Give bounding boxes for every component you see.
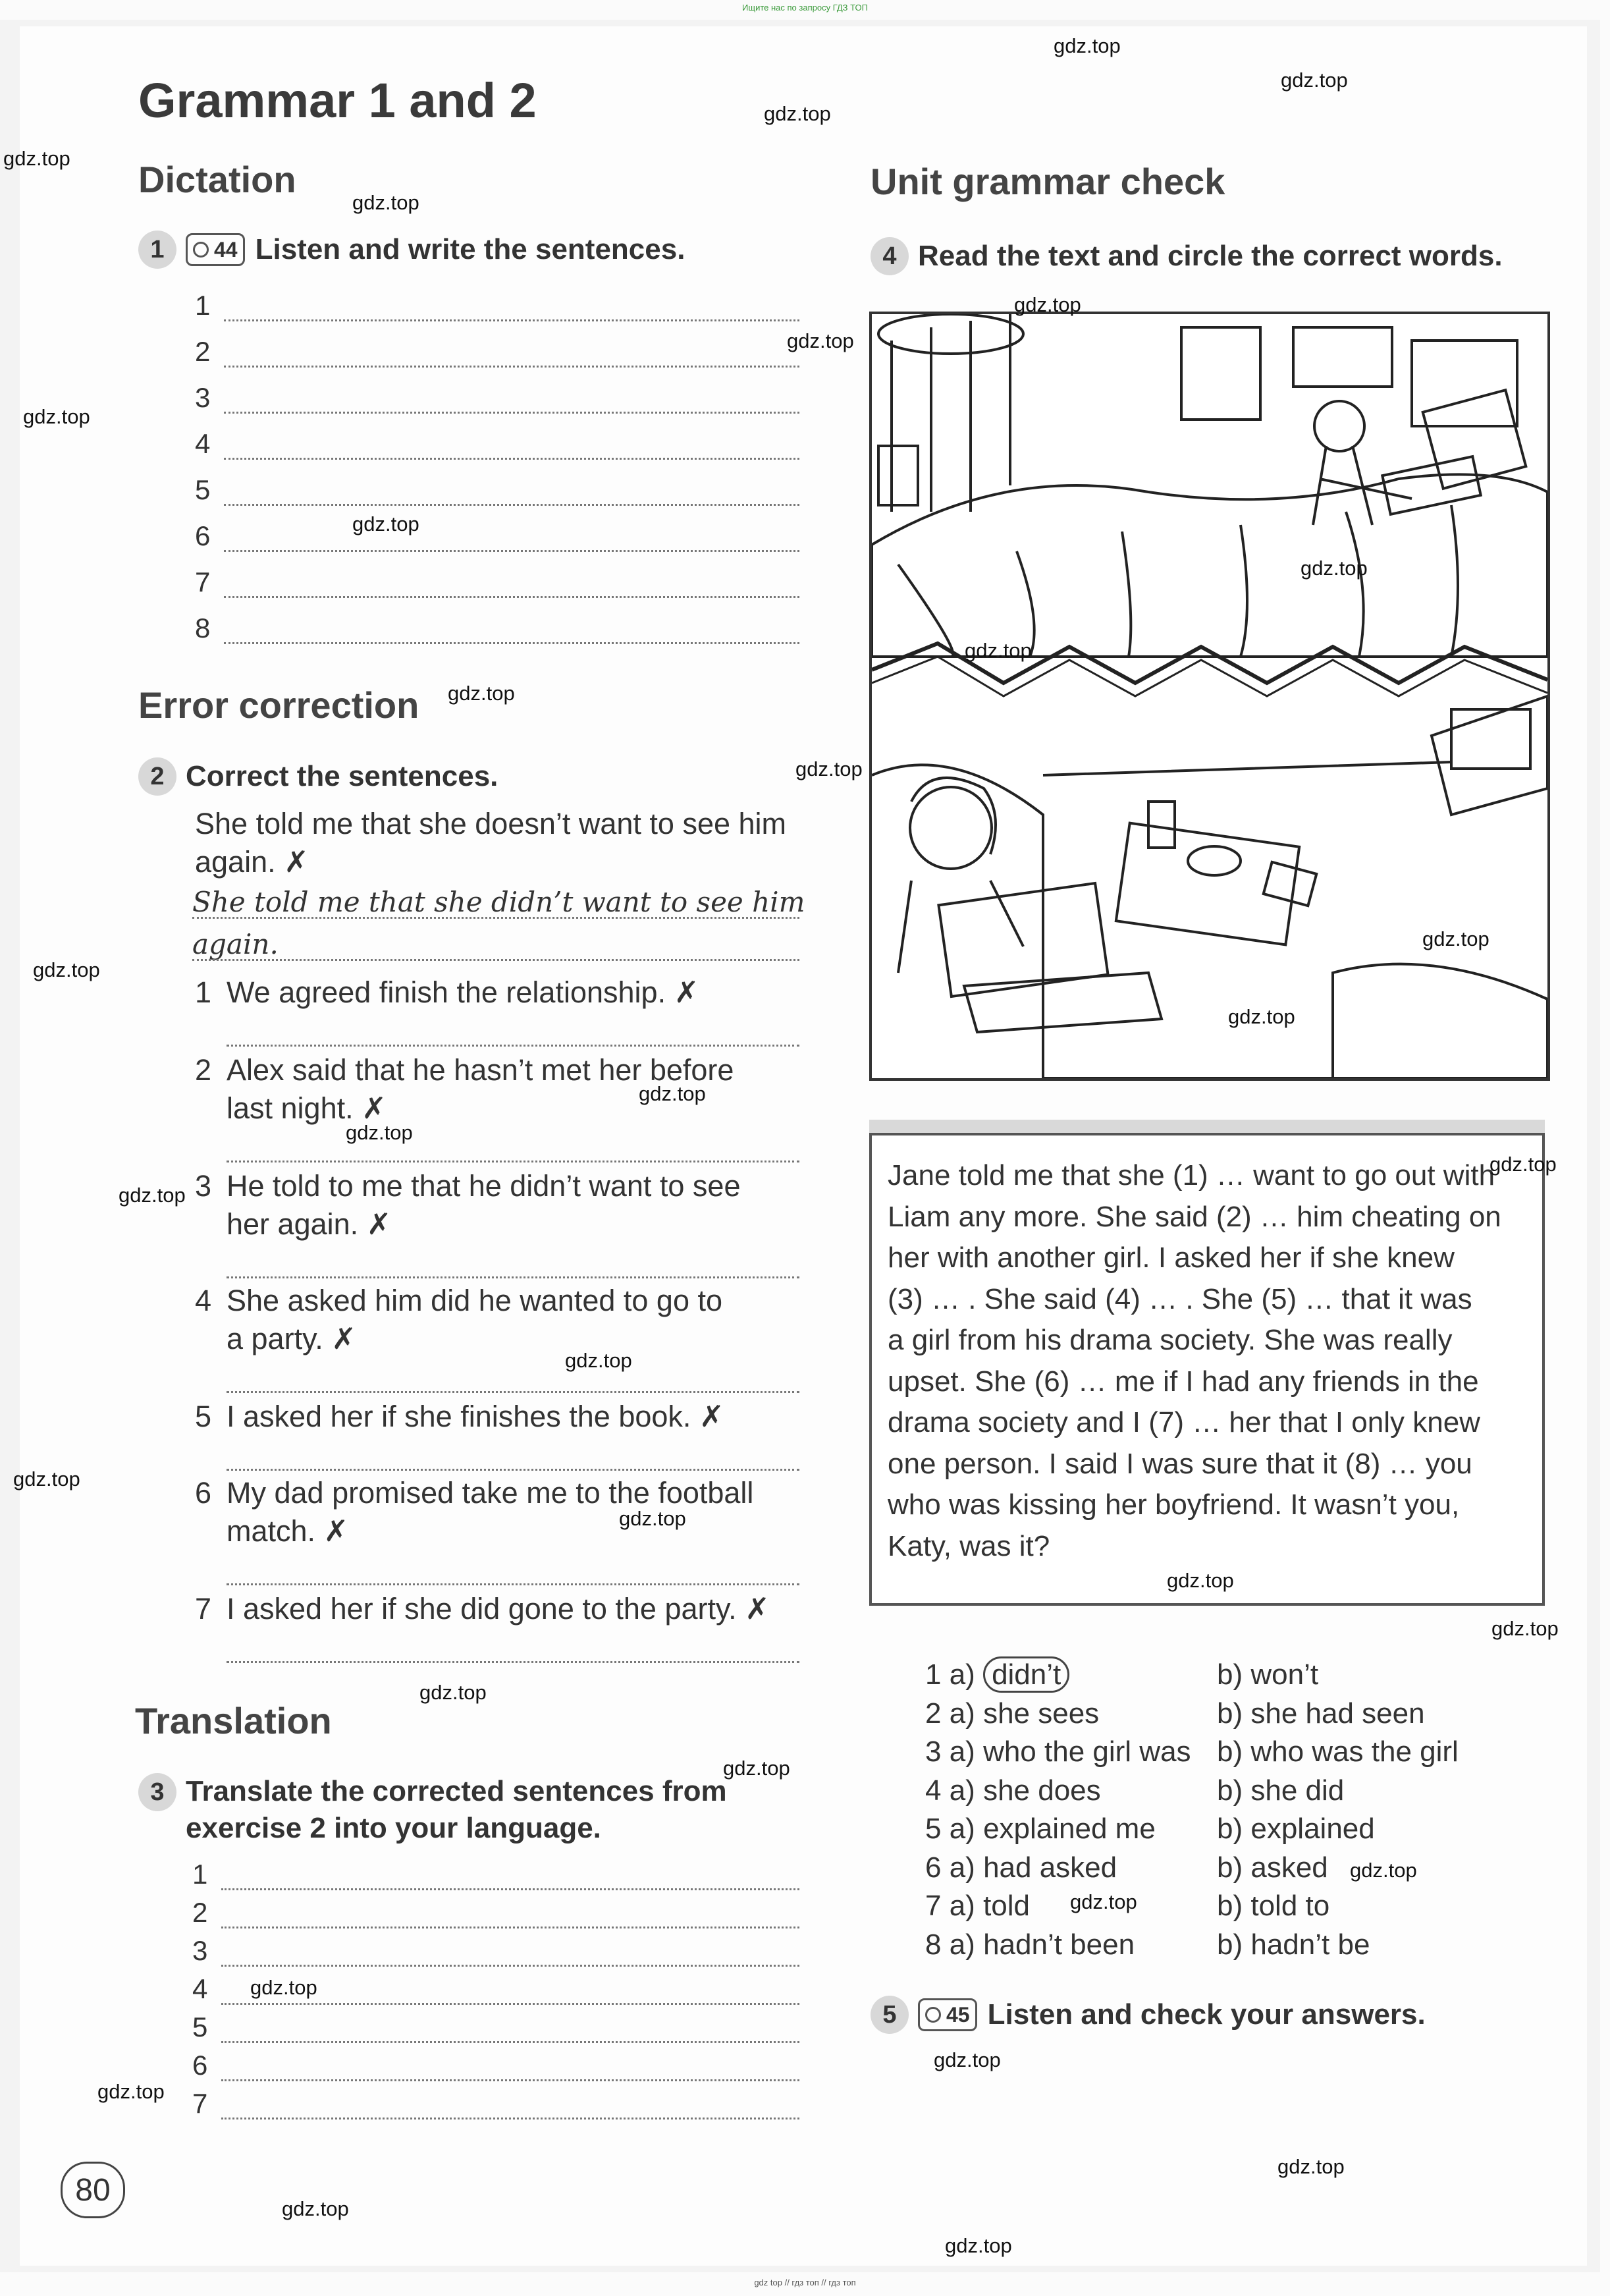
dictation-answer-line[interactable] [195,382,799,414]
watermark-text: gdz.top [1301,557,1368,580]
line-number: 5 [195,474,211,505]
option-a[interactable] [925,1813,1156,1845]
answer-dots[interactable] [224,392,799,414]
option-a[interactable] [925,1890,1030,1923]
option-letter: b) [1217,1890,1251,1922]
option-b[interactable] [1217,1890,1329,1923]
option-text: she did [1250,1774,1345,1807]
dictation-answer-line[interactable] [195,566,799,598]
story-line: Jane told me that she (1) … want to go out with [888,1159,1495,1191]
story-line: (3) … . She said (4) … . She (5) … that it was [888,1282,1472,1315]
line-number: 1 [192,1859,208,1890]
story-line: drama society and I (7) … her that I only knew [888,1406,1480,1438]
top-banner[interactable]: Ищите нас по запросу ГДЗ ТОП [742,3,868,13]
translation-answer-line[interactable] [192,1935,799,1967]
answer-line[interactable] [227,1661,799,1663]
option-text: she sees [983,1697,1100,1730]
dictation-answer-line[interactable] [195,428,799,460]
option-text: had asked [983,1851,1117,1884]
dictation-answer-line[interactable] [195,520,799,552]
option-b[interactable] [1217,1774,1344,1807]
sentence-line-1 [195,1398,724,1436]
option-letter: a) [941,1774,984,1807]
exercise-number: 1 [138,231,176,269]
sentence-line-1 [195,973,699,1012]
option-number: 1 [925,1658,942,1691]
watermark-text: gdz.top [965,639,1032,662]
option-a[interactable] [925,1697,1099,1730]
watermark-text: gdz.top [13,1467,80,1490]
option-text: she had seen [1250,1697,1425,1730]
sentence-line-2: match. ✗ [227,1514,349,1548]
option-text: asked [1250,1851,1328,1884]
item-number: 6 [195,1476,212,1510]
exercise-number: 2 [138,757,176,796]
error-sentence [195,1167,740,1244]
option-letter: b) [1217,1813,1251,1845]
dictation-answer-line[interactable] [195,613,799,644]
option-a[interactable] [925,1774,1101,1807]
option-b[interactable] [1217,1697,1425,1730]
story-line: one person. I said I was sure that it (8) … you [888,1447,1472,1480]
answer-line[interactable] [227,1583,799,1585]
option-text: explained [1250,1813,1375,1845]
watermark-text: gdz.top [352,191,419,214]
line-number: 6 [192,2050,208,2081]
translation-answer-line[interactable] [192,1897,799,1928]
dictation-answer-line[interactable] [195,290,799,321]
answer-dots[interactable] [224,484,799,506]
option-letter: a) [941,1813,984,1845]
answer-dots[interactable] [221,1869,799,1890]
answer-dots[interactable] [224,530,799,552]
line-number: 7 [195,566,211,597]
error-sentence [195,973,699,1012]
watermark-text: gdz.top [1281,68,1348,92]
watermark-text: gdz.top [787,329,854,352]
story-line: a girl from his drama society. She was really [888,1324,1453,1356]
option-number: 3 [925,1736,942,1768]
sentence-text: Alex said that he hasn’t met her before [227,1053,734,1087]
item-number: 5 [195,1400,212,1433]
watermark-text: gdz.top [565,1349,632,1372]
option-text: who was the girl [1250,1736,1459,1768]
story-line: upset. She (6) … me if I had any friends in the [888,1365,1479,1398]
dictation-heading: Dictation [138,159,296,200]
unit-check-heading: Unit grammar check [871,161,1225,202]
option-letter: a) [941,1890,984,1922]
dictation-answer-line[interactable] [195,474,799,506]
watermark-text: gdz.top [33,958,100,981]
option-letter: b) [1217,1774,1251,1807]
sentence-text: He told to me that he didn’t want to see [227,1169,741,1203]
instruction-text [186,1773,727,1847]
answer-line[interactable] [227,1469,799,1471]
line-number: 4 [195,428,211,459]
watermark-text: gdz.top [282,2197,349,2220]
answer-line-2: again. [192,928,279,960]
option-b[interactable] [1217,1736,1459,1768]
watermark-text: gdz.top [945,2234,1012,2257]
illustration [869,312,1550,1081]
answer-line[interactable] [227,1391,799,1393]
option-text: hadn’t been [983,1928,1135,1961]
option-letter: b) [1217,1851,1251,1884]
option-letter: a) [941,1736,984,1768]
watermark-text: gdz.top [639,1082,706,1105]
answer-line[interactable] [227,1045,799,1047]
option-number: 7 [925,1890,942,1922]
watermark-text: gdz.top [1350,1859,1417,1882]
track-number: 44 [214,237,238,261]
answer-dots[interactable] [224,300,799,321]
answer-line [192,959,799,961]
line-number: 7 [192,2088,208,2119]
item-number: 4 [195,1284,212,1317]
audio-track-badge[interactable] [186,233,245,266]
option-letter: b) [1217,1658,1251,1691]
option-b[interactable] [1217,1851,1328,1884]
option-number: 4 [925,1774,942,1807]
page-number: 80 [61,2162,125,2218]
answer-dots[interactable] [224,576,799,598]
item-number: 1 [195,975,212,1009]
page-title: Grammar 1 and 2 [138,73,537,128]
option-number: 8 [925,1928,942,1961]
option-text: hadn’t be [1250,1928,1370,1961]
story-line: who was kissing her boyfriend. It wasn’t you, [888,1489,1460,1521]
option-a[interactable] [925,1851,1117,1884]
option-number: 5 [925,1813,942,1845]
watermark-text: gdz.top [1277,2155,1345,2178]
watermark-text: gdz.top [3,147,70,170]
answer-dots[interactable] [221,2021,799,2043]
answer-dots[interactable] [224,438,799,460]
answer-dots[interactable] [224,346,799,368]
story-line: Liam any more. She said (2) … him cheating on [888,1200,1501,1233]
watermark-text: gdz.top [250,1976,317,1999]
answer-line[interactable] [227,1276,799,1278]
bedroom-illustration [872,314,1547,1078]
sentence-line-2: last night. ✗ [227,1091,387,1125]
instruction-text: Correct the sentences. [186,760,498,792]
cd-icon [925,2007,941,2023]
line-number: 6 [195,520,211,551]
sentence-text: My dad promised take me to the football [227,1476,754,1510]
watermark-text: gdz.top [97,2080,165,2103]
instruction-text: Read the text and circle the correct words. [918,240,1503,272]
circled-answer: didn’t [983,1656,1069,1693]
instruction-text: Listen and write the sentences. [255,233,685,265]
watermark-text: gdz.top [619,1507,686,1530]
option-b[interactable] [1217,1658,1318,1691]
error-sentence [195,1398,724,1436]
option-letter: a) [941,1851,984,1884]
watermark-text: gdz.top [419,1681,487,1704]
answer-dots[interactable] [221,2098,799,2119]
instruction-line-2: exercise 2 into your language. [186,1812,601,1844]
option-text: she does [983,1774,1101,1807]
audio-track-badge[interactable] [918,1998,977,2031]
watermark-text: gdz.top [934,2048,1001,2071]
story-line: her with another girl. I asked her if she knew [888,1242,1455,1274]
item-number: 7 [195,1592,212,1626]
translation-answer-line[interactable] [192,2011,799,2043]
error-correction-heading: Error correction [138,684,419,726]
listen-check-instruction [871,1996,1426,2034]
cd-icon [193,242,209,258]
instruction-text: Listen and check your answers. [987,1998,1426,2031]
sentence-text: We agreed finish the relationship. ✗ [227,975,699,1009]
bottom-banner[interactable]: gdz top // гдз топ // гдз топ [754,2278,856,2287]
sentence-line-2: her again. ✗ [227,1207,392,1241]
example-line-2: again. ✗ [195,845,309,879]
error-correction-instruction [138,757,498,796]
exercise-number: 3 [138,1773,176,1811]
sentence-line-2: a party. ✗ [227,1322,356,1355]
watermark-text: gdz.top [1054,34,1121,57]
watermark-text: gdz.top [346,1121,413,1144]
translation-instruction [138,1773,727,1847]
dictation-answer-line[interactable] [195,336,799,368]
option-text: told [983,1890,1031,1922]
watermark-text: gdz.top [1167,1569,1234,1592]
option-letter: b) [1217,1736,1251,1768]
dictation-instruction [138,231,685,269]
track-number: 45 [946,2002,970,2027]
option-text: won’t [1250,1658,1319,1691]
watermark-text: gdz.top [764,102,831,125]
watermark-text: gdz.top [23,405,90,428]
unit-check-instruction [871,237,1503,275]
option-letter: a) [941,1928,984,1961]
translation-answer-line[interactable] [192,2088,799,2119]
option-b[interactable] [1217,1928,1370,1961]
story-lines [888,1155,1526,1567]
answer-line [192,917,799,919]
exercise-number: 5 [871,1996,909,2034]
watermark-text: gdz.top [448,682,515,705]
option-a[interactable] [925,1658,1069,1691]
option-number: 2 [925,1697,942,1730]
watermark-text: gdz.top [1491,1617,1559,1640]
story-text-box [869,1133,1545,1606]
translation-heading: Translation [135,1700,332,1741]
sentence-text: I asked her if she did gone to the party. ✗ [227,1592,770,1626]
translation-answer-line[interactable] [192,1859,799,1890]
answer-line[interactable] [227,1161,799,1162]
option-letter: b) [1217,1928,1251,1961]
option-letter: a) [941,1697,984,1730]
watermark-text: gdz.top [119,1184,186,1207]
answer-line-1: She told me that she didn’t want to see him [192,886,805,918]
option-a[interactable] [925,1736,1191,1768]
watermark-text: gdz.top [795,757,863,780]
option-b[interactable] [1217,1813,1375,1845]
error-sentence [195,1282,722,1358]
sentence-line-1 [195,1167,740,1205]
watermark-text: gdz.top [1422,927,1489,950]
sentence-line-1 [195,1282,722,1320]
example-answer [192,881,805,966]
line-number: 1 [195,290,211,321]
option-text: told to [1250,1890,1330,1922]
answer-dots[interactable] [221,1945,799,1967]
answer-dots[interactable] [224,622,799,644]
example-sentence [195,805,786,881]
item-number: 2 [195,1053,212,1087]
watermark-text: gdz.top [723,1757,790,1780]
option-letter: b) [1217,1697,1251,1730]
watermark-text: gdz.top [1014,293,1081,316]
option-number: 6 [925,1851,942,1884]
watermark-text: gdz.top [1489,1153,1557,1176]
option-a[interactable] [925,1928,1135,1961]
line-number: 5 [192,2011,208,2042]
error-sentence [195,1590,770,1628]
watermark-text: gdz.top [352,512,419,535]
option-text: explained me [983,1813,1156,1845]
item-number: 3 [195,1169,212,1203]
sentence-text: I asked her if she finishes the book. ✗ [227,1400,724,1433]
answer-dots[interactable] [221,2060,799,2081]
line-number: 2 [192,1897,208,1928]
watermark-text: gdz.top [1070,1890,1137,1913]
line-number: 3 [192,1935,208,1966]
answer-dots[interactable] [221,1907,799,1928]
line-number: 4 [192,1973,208,2004]
story-line: Katy, was it? [888,1529,1050,1562]
line-number: 3 [195,382,211,413]
watermark-text: gdz.top [1228,1005,1295,1028]
line-number: 8 [195,613,211,643]
sentence-line-1 [195,1590,770,1628]
option-letter: a) [941,1658,984,1691]
option-text: who the girl was [983,1736,1191,1768]
exercise-number: 4 [871,237,909,275]
translation-answer-line[interactable] [192,2050,799,2081]
example-line-1: She told me that she doesn’t want to see him [195,807,787,840]
sentence-text: She asked him did he wanted to go to [227,1284,723,1317]
line-number: 2 [195,336,211,367]
instruction-line-1: Translate the corrected sentences from [186,1775,727,1807]
